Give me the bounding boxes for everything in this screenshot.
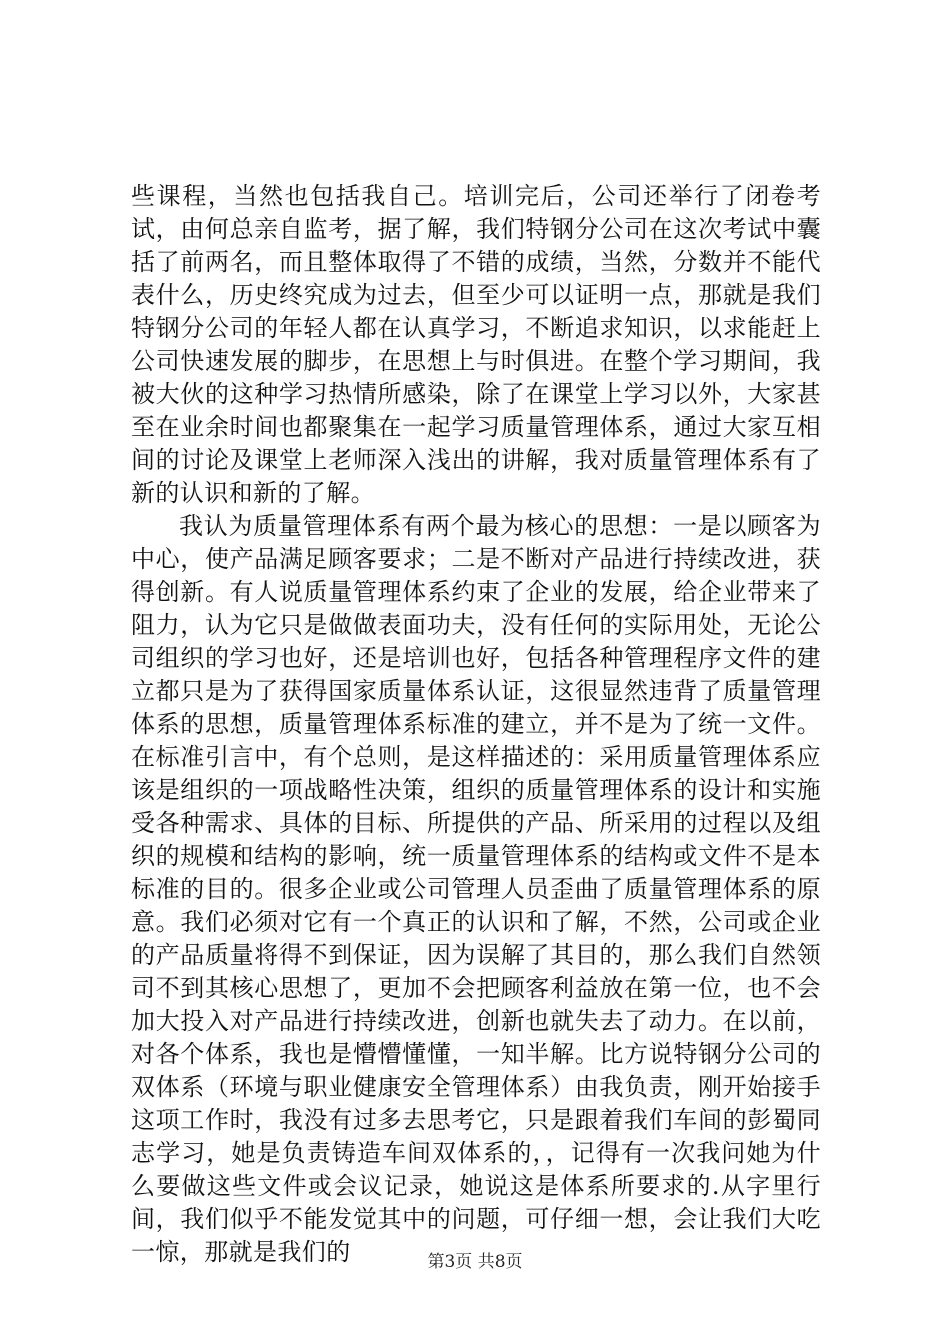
paragraph-core-ideas: 我认为质量管理体系有两个最为核心的思想：一是以顾客为中心，使产品满足顾客要求；二是不断对产品进行持续改进，获得创新。有人说质量管理体系约束了企业的发展，给企业带来了阻力，认为它只是做做表面功夫，没有任何的实际用处，无论公司组织的学习也好，还是培训也好，包括各种管理程序文件的建立都只是为了获得国家质量体系认证，这很显然违背了质量管理体系的思想，质量管理体系标准的建立，并不是为了统一文件。在标准引言中，有个总则，是这样描述的：采用质量管理体系应该是组织的一项战略性决策，组织的质量管理体系的设计和实施受各种需求、具体的目标、所提供的产品、所采用的过程以及组织的规模和结构的影响，统一质量管理体系的结构或文件不是本标准的目的。很多企业或公司管理人员歪曲了质量管理体系的原意。我们必须对它有一个真正的认识和了解，不然，公司或企业的产品质量将得不到保证，因为误解了其目的，那么我们自然领司不到其核心思想了，更加不会把顾客利益放在第一位，也不会加大投入对产品进行持续改进，创新也就失去了动力。在以前，对各个体系，我也是懵懵懂懂，一知半解。比方说特钢分公司的双体系（环境与职业健康安全管理体系）由我负责，刚开始接手这项工作时，我没有过多去思考它，只是跟着我们车间的彭蜀同志学习，她是负责铸造车间双体系的，，记得有一次我问她为什么要做这些文件或会议记录，她说这是体系所要求的.从字里行间，我们似乎不能发觉其中的问题，可仔细一想，会让我们大吃一惊，那就是我们的 — [131, 512, 821, 1266]
page-footer — [0, 1247, 950, 1272]
paragraph-continuation: 些课程，当然也包括我自己。培训完后，公司还举行了闭卷考试，由何总亲自监考，据了解，我们特钢分公司在这次考试中囊括了前两名，而且整体取得了不错的成绩，当然，分数并不能代表什么，历史终究成为过去，但至少可以证明一点，那就是我们特钢分公司的年轻人都在认真学习，不断追求知识，以求能赶上公司快速发展的脚步，在思想上与时俱进。在整个学习期间，我被大伙的这种学习热情所感染，除了在课堂上学习以外，大家甚至在业余时间也都聚集在一起学习质量管理体系，通过大家互相间的讨论及课堂上老师深入浅出的讲解，我对质量管理体系有了新的认识和新的了解。 — [131, 182, 821, 507]
body-text — [131, 180, 821, 1269]
page-number: 第3页 共8页 — [427, 1252, 523, 1272]
